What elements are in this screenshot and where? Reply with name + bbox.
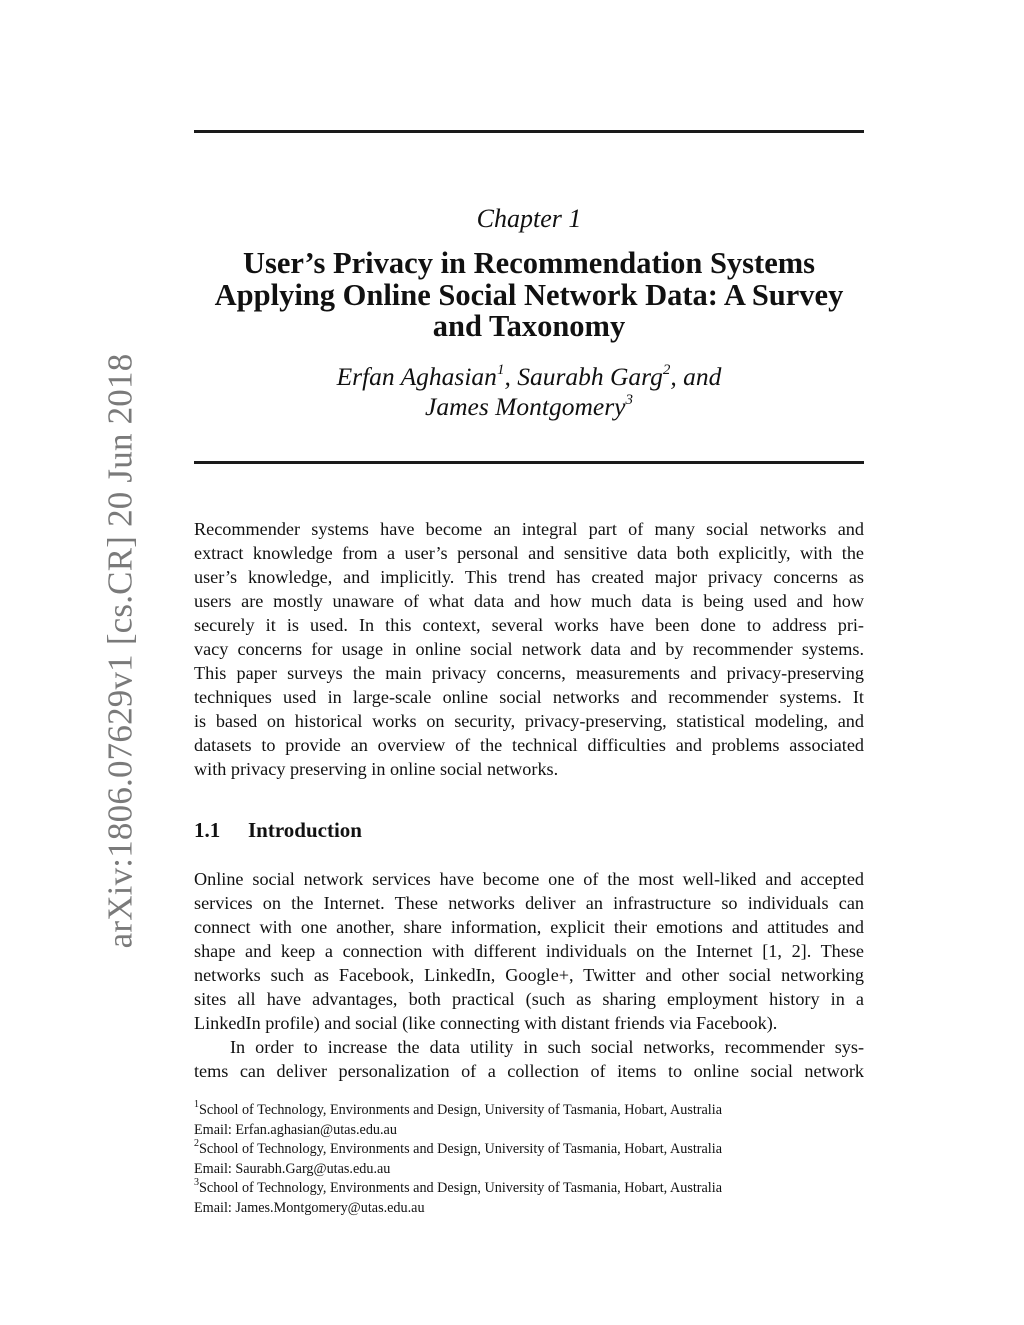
body-line: tems can deliver personalization of a collection of items to online social network — [194, 1061, 864, 1081]
footnote-mark: 1 — [194, 1099, 199, 1111]
body-line: LinkedIn profile) and social (like connecting with distant friends via Facebook). — [194, 1013, 778, 1033]
abstract-line: users are mostly unaware of what data and how much data is being used and how — [194, 591, 864, 611]
footnote-affiliation-text: School of Technology, Environments and Design, University of Tasmania, Hobart, Australia — [199, 1180, 722, 1196]
chapter-title-line: and Taxonomy — [432, 309, 626, 343]
body-line: sites all have advantages, both practical (such as sharing employment history in a — [194, 989, 864, 1009]
chapter-title — [194, 248, 864, 343]
footnote-email: Email: Saurabh.Garg@utas.edu.au — [194, 1160, 391, 1177]
section-number: 1.1 — [194, 818, 221, 842]
abstract-line: extract knowledge from a user’s personal and sensitive data both explicitly, with the — [194, 543, 864, 563]
footnote-affiliation — [194, 1140, 864, 1160]
abstract-line: user’s knowledge, and implicitly. This trend has created major privacy concerns as — [194, 567, 864, 587]
author-line — [194, 392, 864, 422]
author-name: Erfan Aghasian — [336, 362, 497, 391]
abstract-line: is based on historical works on security, privacy-preserving, statistical modeling, and — [194, 711, 864, 731]
author-mark: 2 — [662, 361, 671, 378]
footnote-mark: 3 — [194, 1177, 199, 1189]
top-rule — [194, 130, 864, 133]
body-line: shape and keep a connection with different individuals on the Internet [1, 2]. These — [194, 941, 864, 961]
abstract-line: techniques used in large-scale online social networks and recommender systems. It — [194, 687, 864, 707]
section-heading — [194, 816, 362, 844]
footnotes — [194, 1101, 864, 1218]
body-line: connect with one another, share information, explicit their emotions and attitudes and — [194, 917, 864, 937]
footnote-affiliation — [194, 1179, 864, 1199]
author-mark: 1 — [496, 361, 505, 378]
body-line: Online social network services have become one of the most well-liked and accepted — [194, 869, 864, 889]
introduction-body — [194, 867, 864, 1083]
author-separator: , — [504, 362, 518, 391]
footnote-affiliation-text: School of Technology, Environments and Design, University of Tasmania, Hobart, Australia — [199, 1141, 722, 1157]
abstract-line: with privacy preserving in online social networks. — [194, 759, 559, 779]
chapter-title-line: Applying Online Social Network Data: A Survey — [214, 277, 844, 312]
arxiv-identifier-text: arXiv:1806.07629v1 [cs.CR] 20 Jun 2018 — [100, 353, 140, 949]
footnote-email: Email: James.Montgomery@utas.edu.au — [194, 1199, 425, 1216]
author-line — [194, 362, 864, 392]
author-name: Saurabh Garg — [517, 362, 663, 391]
section-title: Introduction — [248, 818, 362, 842]
bottom-rule — [194, 461, 864, 464]
body-line: In order to increase the data utility in such social networks, recommender sys- — [230, 1037, 864, 1057]
arxiv-identifier-stamp — [100, 353, 140, 949]
abstract-line: datasets to provide an overview of the technical difficulties and problems associated — [194, 735, 864, 755]
body-line: services on the Internet. These networks deliver an infrastructure so individuals can — [194, 893, 864, 913]
author-separator: , and — [670, 362, 722, 391]
author-mark: 3 — [625, 391, 633, 408]
footnote-email: Email: Erfan.aghasian@utas.edu.au — [194, 1121, 397, 1138]
abstract — [194, 517, 864, 781]
body-line: networks such as Facebook, LinkedIn, Google+, Twitter and other social networking — [194, 965, 864, 985]
author-name: James Montgomery — [425, 392, 626, 421]
author-list — [194, 362, 864, 422]
chapter-title-line: User’s Privacy in Recommendation Systems — [242, 246, 816, 280]
abstract-line: securely it is used. In this context, several works have been done to address pri- — [194, 615, 864, 635]
chapter-label: Chapter 1 — [476, 204, 582, 233]
abstract-line: This paper surveys the main privacy concerns, measurements and privacy-preserving — [194, 663, 864, 683]
footnote-mark: 2 — [194, 1138, 199, 1150]
footnote-affiliation — [194, 1101, 864, 1121]
footnote-affiliation-text: School of Technology, Environments and Design, University of Tasmania, Hobart, Australia — [199, 1102, 722, 1118]
abstract-line: Recommender systems have become an integral part of many social networks and — [194, 519, 864, 539]
abstract-line: vacy concerns for usage in online social network data and by recommender systems. — [194, 639, 864, 659]
